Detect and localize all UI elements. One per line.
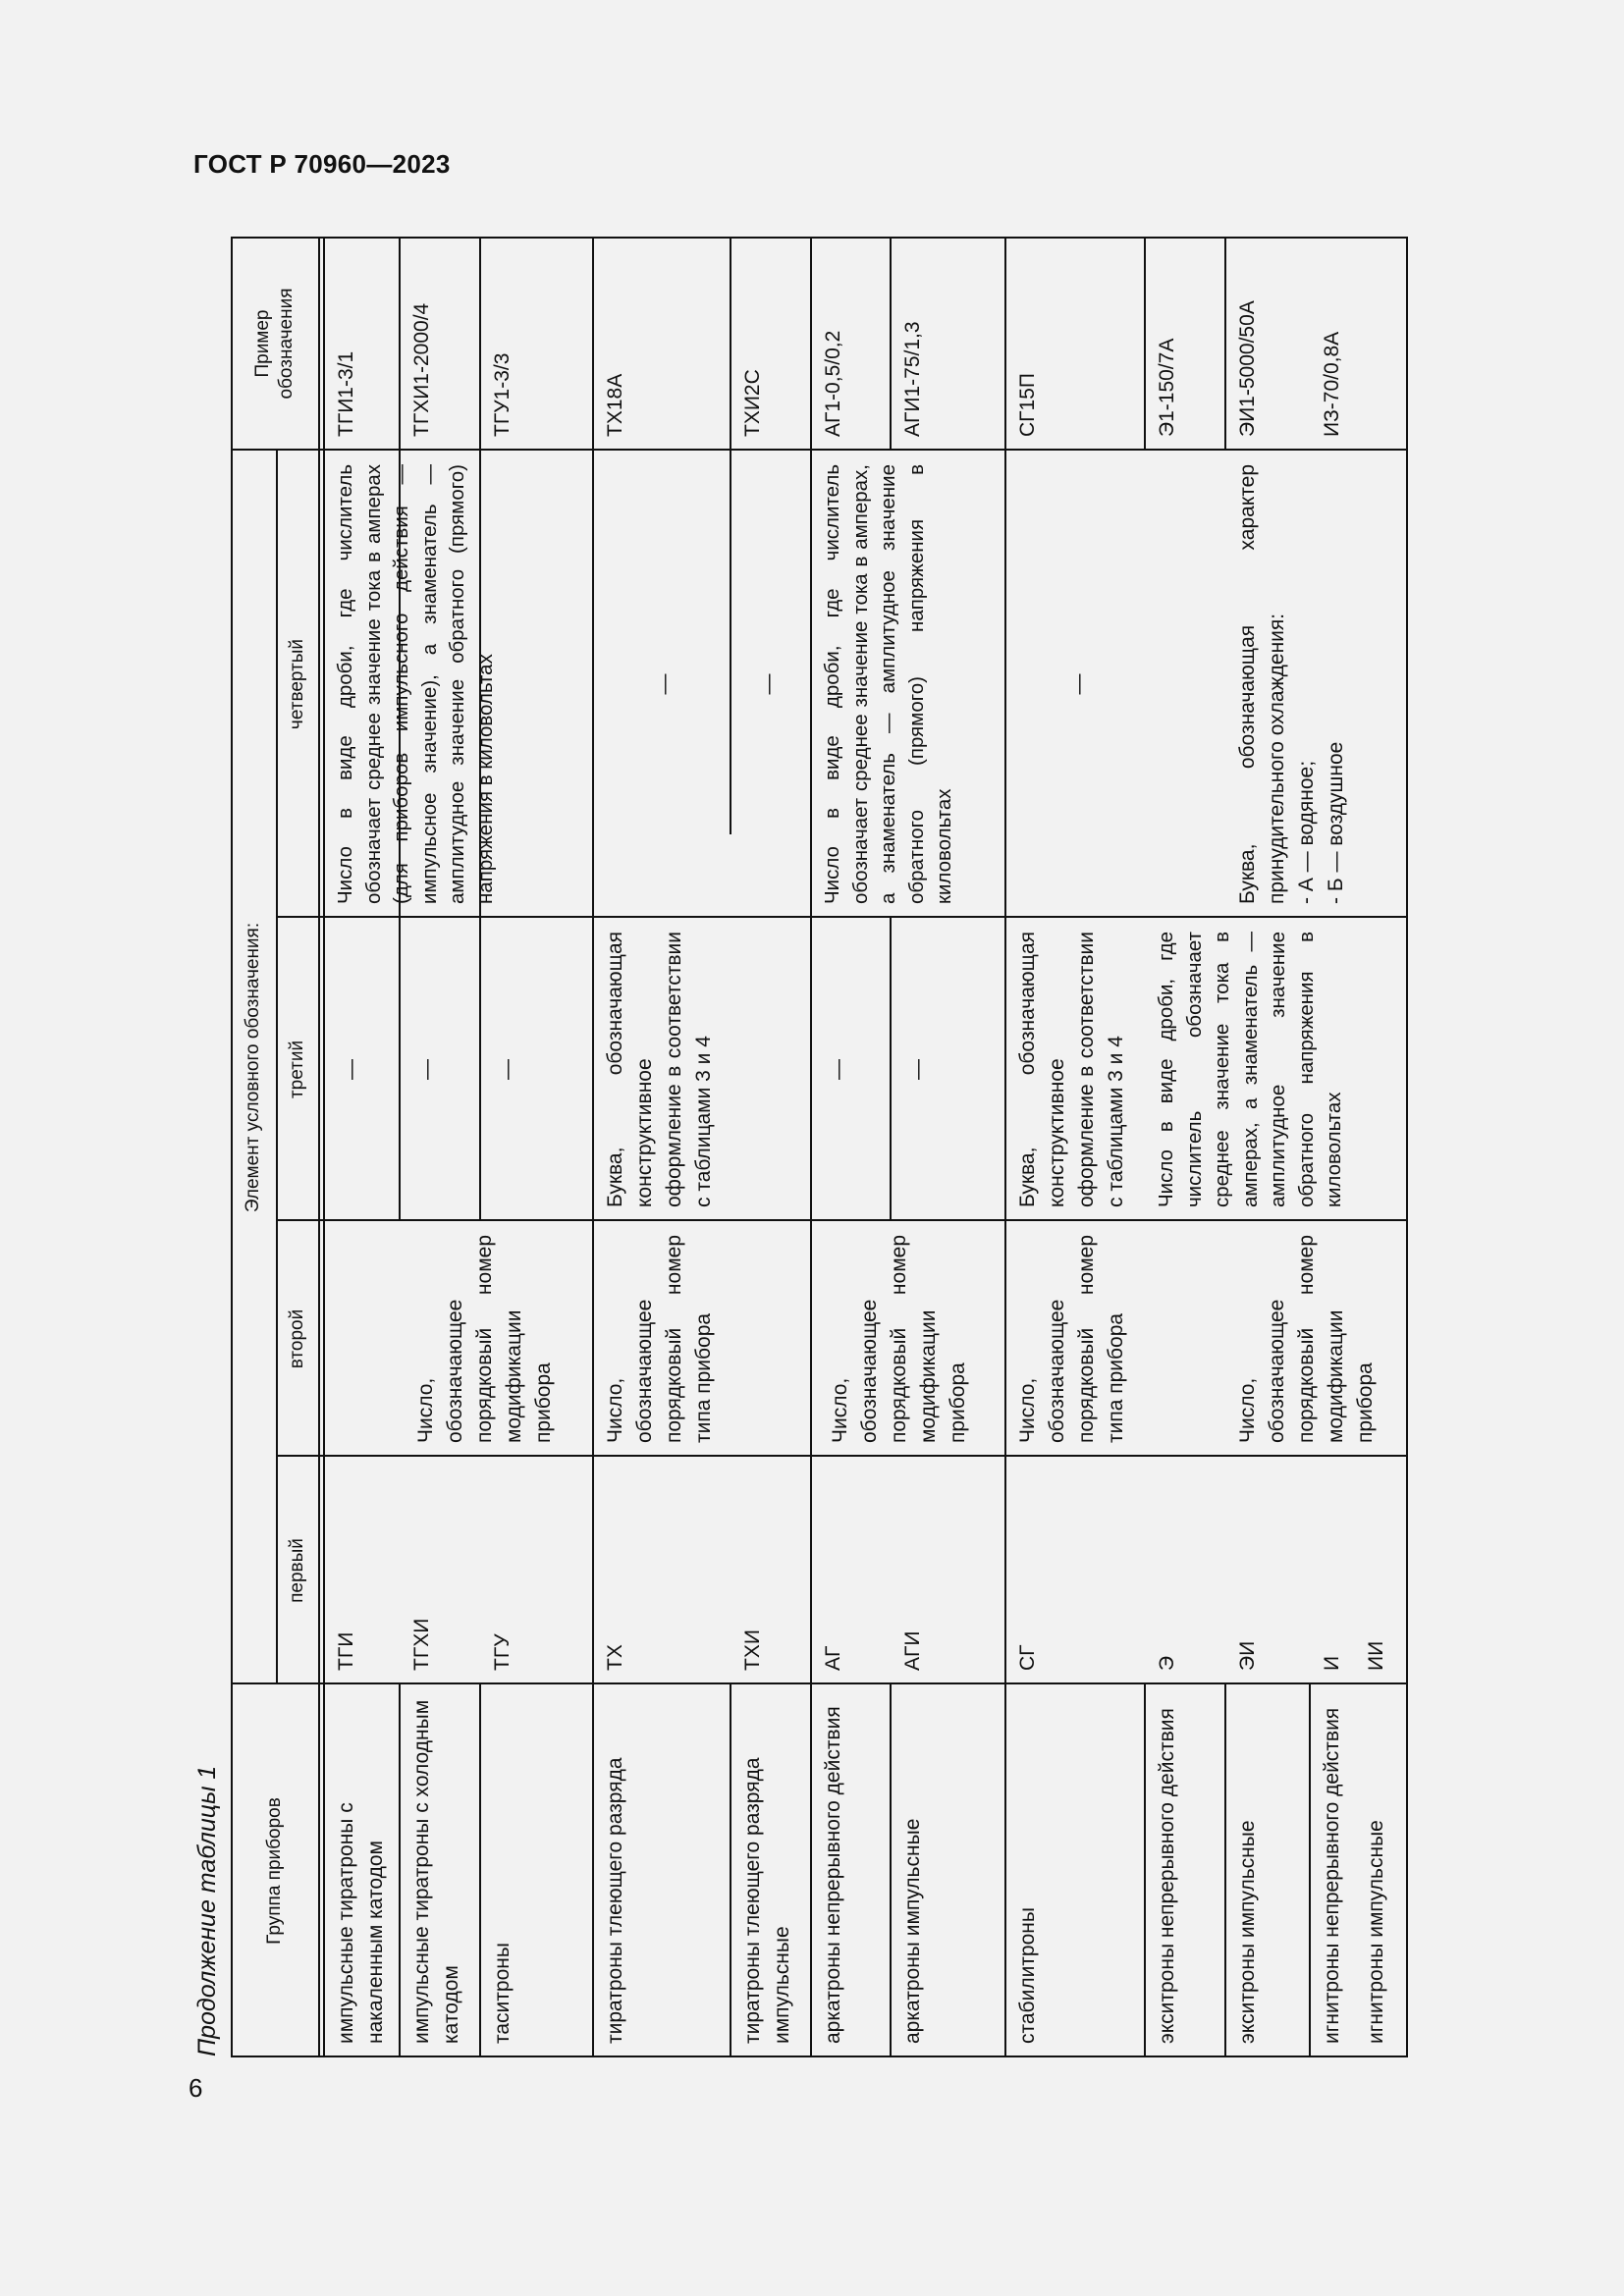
third-element-cell: Число в виде дроби, где числитель обозначает среднее значение тока в амперах, а знаменатель — амплитудное значение обратного напряжения в киловольтах	[1155, 932, 1345, 1207]
first-element-cell: ЭИ	[1236, 1640, 1259, 1671]
fourth-element-cell: Число в виде дроби, где числитель обозначает среднее значение тока в амперах (для приборов импульсного действия — импульсное значение), а знаменатель — амплитудное значение обратного (прямого) напряжения в киловольтах	[334, 464, 497, 904]
group-cell: импульсные тиратроны с холодным катодом	[410, 1699, 462, 2044]
first-element-cell: ТГИ	[335, 1631, 357, 1671]
group-cell: импульсные тиратроны с накаленным катодом	[335, 1802, 387, 2044]
group-cell: экситроны непрерывного действия	[1156, 1708, 1178, 2044]
header-fourth: четвертый	[286, 638, 307, 730]
group-cell: игнитроны непрерывного действия	[1321, 1707, 1343, 2044]
fourth-element-dash: —	[1067, 673, 1090, 695]
example-cell: ИЗ-70/0,8А	[1321, 331, 1343, 437]
example-cell: СГ15П	[1016, 373, 1039, 437]
header-second: второй	[286, 1308, 307, 1369]
example-cell: ТХ18А	[604, 373, 626, 437]
example-cell: Э1-150/7А	[1156, 338, 1178, 437]
example-cell: АГ1-0,5/0,2	[822, 330, 844, 437]
second-element-cell: Число, обозначающее порядковый номер модификации прибора	[1236, 1235, 1377, 1443]
header-group: Группа приборов	[263, 1797, 285, 1945]
fourth-element-dash: —	[757, 673, 780, 695]
first-element-cell: ТГУ	[491, 1633, 514, 1671]
fourth-element-cell: Число в виде дроби, где числитель обозначает среднее значение тока в амперах, а знаменатель — амплитудное значение обратного (прямого) напряжения в киловольтах	[821, 464, 955, 904]
header-first: первый	[286, 1538, 307, 1603]
example-cell: ТХИ2С	[741, 369, 764, 437]
page-number: 6	[189, 2073, 203, 2103]
group-cell: игнитроны импульсные	[1365, 1820, 1387, 2044]
group-cell: аркатроны импульсные	[901, 1818, 924, 2044]
first-element-cell: ТХИ	[741, 1629, 764, 1671]
document-code: ГОСТ Р 70960—2023	[193, 149, 451, 179]
third-element-cell: Буква, обозначающая конструктивное оформление в соответствии с таблицами 3 и 4	[604, 932, 715, 1207]
example-cell: АГИ1-75/1,3	[901, 321, 924, 437]
grid-line	[318, 237, 320, 2057]
designation-table	[231, 237, 1408, 2057]
fourth-element-dash: —	[653, 673, 676, 695]
group-cell: тиратроны тлеющего разряда	[604, 1757, 626, 2044]
third-element-dash: —	[415, 1059, 438, 1080]
example-cell: ТГХИ1-2000/4	[410, 302, 433, 437]
third-element-cell: Буква, обозначающая конструктивное оформление в соответствии с таблицами 3 и 4	[1016, 932, 1127, 1207]
example-cell: ЭИ1-5000/50А	[1236, 300, 1259, 437]
first-element-cell: Э	[1156, 1655, 1178, 1671]
group-cell: экситроны импульсные	[1236, 1820, 1259, 2044]
table-caption: Продолжение таблицы 1	[193, 1765, 221, 2056]
first-element-cell: СГ	[1016, 1644, 1039, 1671]
fourth-element-cell: Буква, обозначающая характер принудительного охлаждения:	[1236, 464, 1288, 904]
group-cell: тиратроны тлеющего разряда импульсные	[741, 1757, 793, 2044]
third-element-dash: —	[496, 1059, 518, 1080]
third-element-dash: —	[906, 1059, 929, 1080]
third-element-dash: —	[340, 1059, 362, 1080]
second-element-cell: Число, обозначающее порядковый номер модификации прибора	[829, 1235, 969, 1443]
header-example: Пример обозначения	[251, 288, 297, 400]
first-element-cell: И	[1321, 1655, 1343, 1671]
group-cell: таситроны	[491, 1943, 514, 2044]
group-cell: аркатроны непрерывного действия	[822, 1706, 844, 2044]
header-third: третий	[286, 1040, 307, 1099]
example-cell: ТГУ1-3/3	[491, 352, 514, 437]
second-element-cell: Число, обозначающее порядковый номер модификации прибора	[414, 1235, 555, 1443]
first-element-cell: ИИ	[1365, 1640, 1387, 1671]
fourth-element-cell: - Б — воздушное	[1325, 741, 1347, 904]
group-cell: стабилитроны	[1016, 1907, 1039, 2044]
example-cell: ТГИ1-3/1	[335, 350, 357, 437]
fourth-element-cell: - А — водяное;	[1295, 760, 1318, 904]
first-element-cell: ТГХИ	[410, 1618, 433, 1671]
first-element-cell: ТХ	[604, 1644, 626, 1671]
header-element: Элемент условного обозначения:	[243, 922, 263, 1213]
third-element-dash: —	[827, 1059, 849, 1080]
second-element-cell: Число, обозначающее порядковый номер типа прибора	[1016, 1235, 1127, 1443]
first-element-cell: АГИ	[901, 1630, 924, 1671]
second-element-cell: Число, обозначающее порядковый номер типа прибора	[604, 1235, 715, 1443]
first-element-cell: АГ	[822, 1645, 844, 1671]
